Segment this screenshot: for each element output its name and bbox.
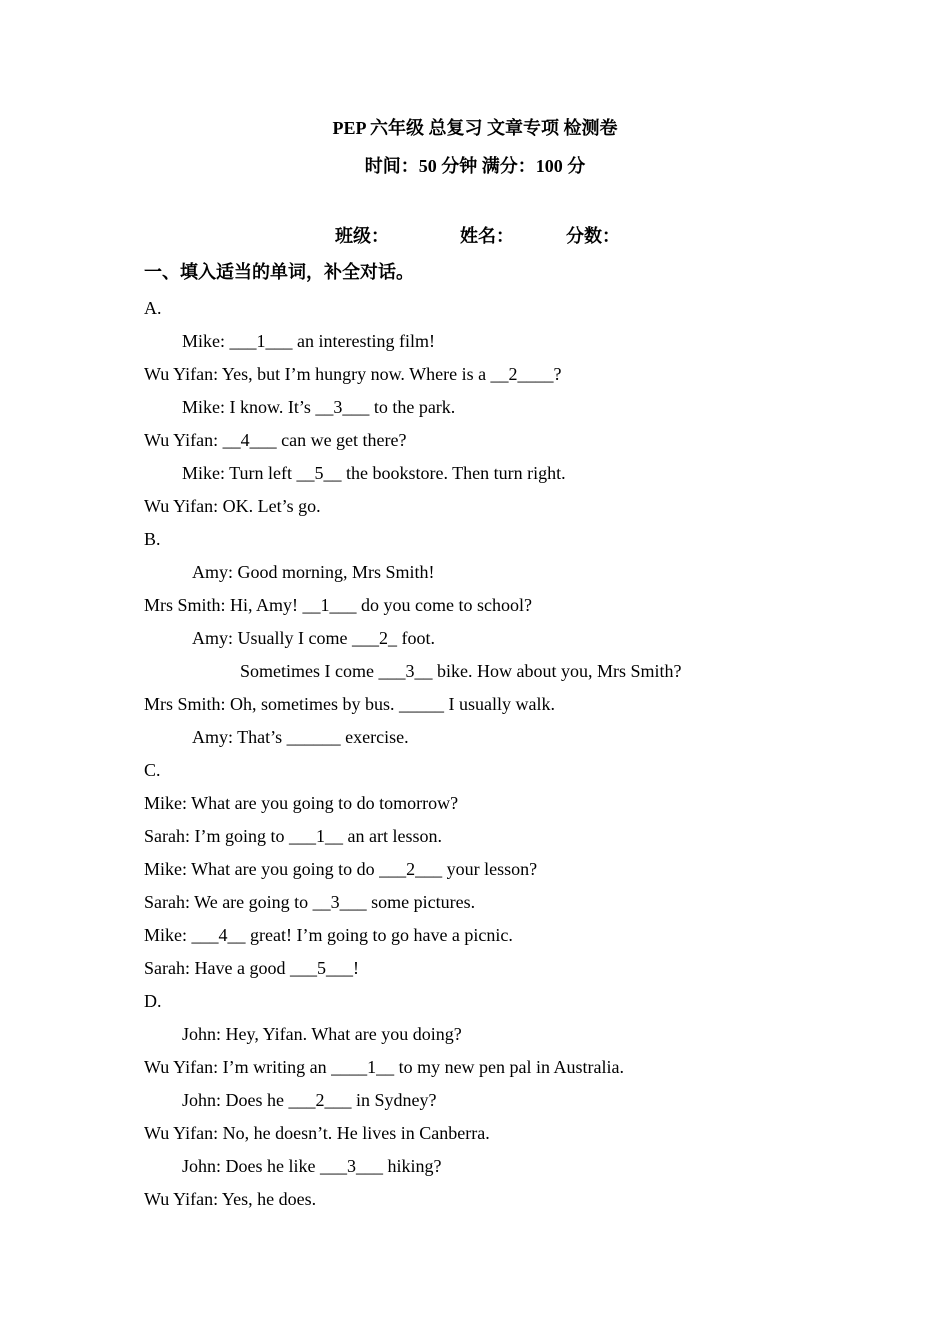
dialogue-text: Sometimes I come ___3__ bike. How about you, Mrs Smith?: [240, 661, 682, 681]
dialogue-text: Mike: What are you going to do tomorrow?: [144, 793, 459, 813]
dialogue-text: Wu Yifan: Yes, but I’m hungry now. Where is a __2____?: [144, 364, 562, 384]
dialogue-text: Amy: Usually I come ___2_ foot.: [192, 628, 435, 648]
dialogue-line: [0, 494, 950, 527]
dialogue-line: [0, 428, 950, 461]
dialogue-text: John: Does he like ___3___ hiking?: [182, 1156, 442, 1176]
dialogue-list: [0, 296, 950, 1220]
dialogue-text: Mrs Smith: Oh, sometimes by bus. _____ I usually walk.: [144, 694, 555, 714]
dialogue-text: Sarah: Have a good ___5___!: [144, 958, 359, 978]
dialogue-text: Wu Yifan: Yes, he does.: [144, 1189, 317, 1209]
student-info-row: [0, 224, 950, 248]
dialogue-line: [0, 527, 950, 560]
score-label: 分数：: [566, 226, 620, 246]
dialogue-text: Mike: ___4__ great! I’m going to go have a picnic.: [144, 925, 513, 945]
dialogue-line: [0, 626, 950, 659]
dialogue-line: [0, 461, 950, 494]
dialogue-line: [0, 395, 950, 428]
dialogue-text: A.: [144, 298, 162, 318]
dialogue-line: [0, 560, 950, 593]
dialogue-text: Sarah: I’m going to ___1__ an art lesson.: [144, 826, 442, 846]
dialogue-line: [0, 989, 950, 1022]
dialogue-line: [0, 725, 950, 758]
dialogue-line: [0, 659, 950, 692]
section-heading: 一、填入适当的单词，补全对话。: [144, 262, 414, 282]
dialogue-line: [0, 1022, 950, 1055]
dialogue-text: Mike: ___1___ an interesting film!: [182, 331, 435, 351]
dialogue-line: [0, 362, 950, 395]
dialogue-line: [0, 1055, 950, 1088]
dialogue-line: [0, 890, 950, 923]
dialogue-line: [0, 758, 950, 791]
dialogue-text: Wu Yifan: I’m writing an ____1__ to my new pen pal in Australia.: [144, 1057, 625, 1077]
dialogue-text: Amy: Good morning, Mrs Smith!: [192, 562, 435, 582]
exam-time-score: 时间：50 分钟 满分：100 分: [364, 156, 586, 176]
document-title: PEP 六年级 总复习 文章专项 检测卷: [332, 118, 618, 138]
dialogue-text: B.: [144, 529, 161, 549]
dialogue-line: [0, 1088, 950, 1121]
dialogue-line: [0, 692, 950, 725]
dialogue-text: Wu Yifan: __4___ can we get there?: [144, 430, 407, 450]
dialogue-line: [0, 1187, 950, 1220]
dialogue-text: Mrs Smith: Hi, Amy! __1___ do you come to school?: [144, 595, 532, 615]
class-label: 班级：: [335, 226, 389, 246]
dialogue-line: [0, 857, 950, 890]
dialogue-text: Mike: What are you going to do ___2___ your lesson?: [144, 859, 538, 879]
dialogue-line: [0, 593, 950, 626]
dialogue-text: C.: [144, 760, 161, 780]
dialogue-line: [0, 956, 950, 989]
dialogue-line: [0, 923, 950, 956]
dialogue-text: Wu Yifan: OK. Let’s go.: [144, 496, 321, 516]
dialogue-text: Sarah: We are going to __3___ some pictures.: [144, 892, 476, 912]
name-label: 姓名：: [460, 226, 514, 246]
dialogue-line: [0, 329, 950, 362]
dialogue-text: Mike: Turn left __5__ the bookstore. Then turn right.: [182, 463, 566, 483]
dialogue-text: Amy: That’s ______ exercise.: [192, 727, 409, 747]
dialogue-line: [0, 1121, 950, 1154]
dialogue-line: [0, 791, 950, 824]
dialogue-line: [0, 824, 950, 857]
dialogue-text: Mike: I know. It’s __3___ to the park.: [182, 397, 456, 417]
dialogue-line: [0, 296, 950, 329]
dialogue-text: John: Does he ___2___ in Sydney?: [182, 1090, 437, 1110]
dialogue-line: [0, 1154, 950, 1187]
dialogue-text: Wu Yifan: No, he doesn’t. He lives in Canberra.: [144, 1123, 490, 1143]
dialogue-text: D.: [144, 991, 162, 1011]
dialogue-text: John: Hey, Yifan. What are you doing?: [182, 1024, 462, 1044]
